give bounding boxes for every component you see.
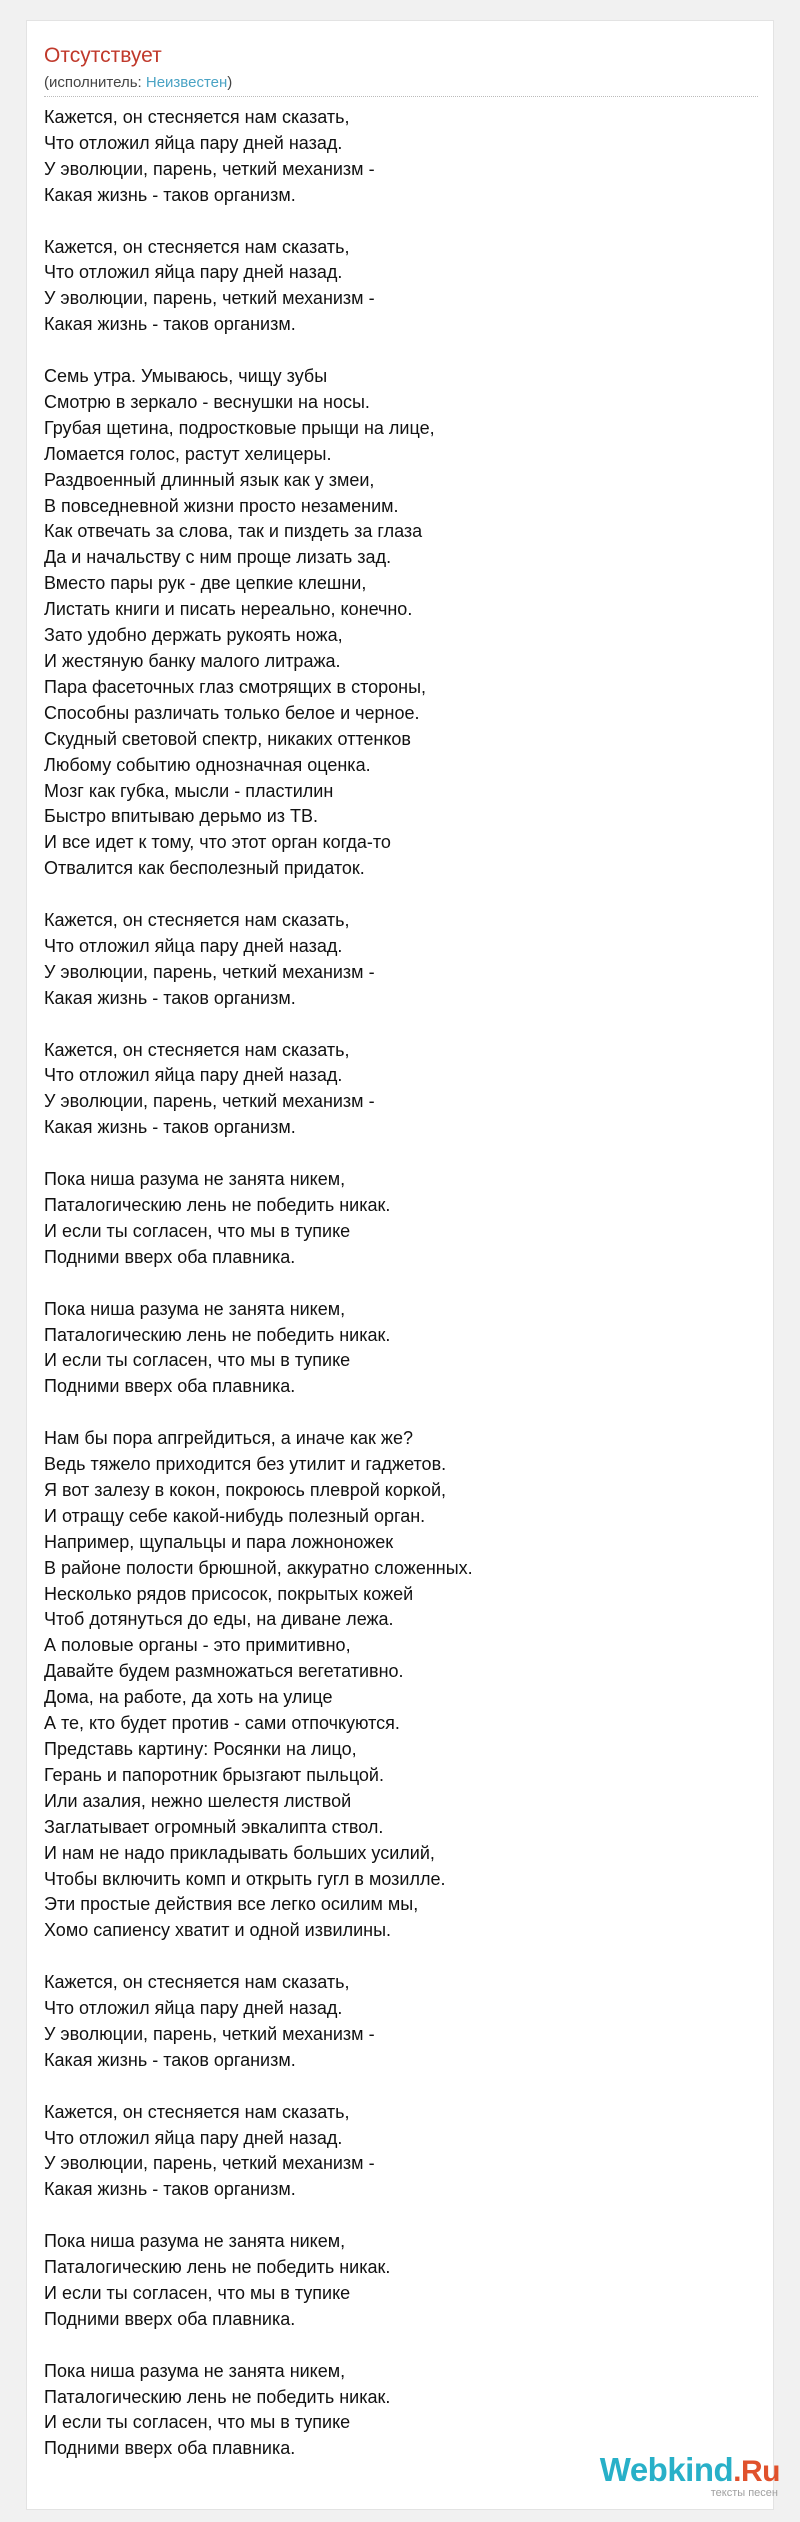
lyric-line: Способны различать только белое и черное. [44,702,420,723]
lyric-line: Нам бы пора апгрейдиться, а иначе как же? [44,1428,413,1449]
lyric-line: Что отложил яйца пару дней назад. [44,132,343,153]
lyric-line: Подними вверх оба плавника. [44,2438,296,2459]
lyric-line: Например, щупальцы и пара ложноножек [44,1531,394,1552]
lyric-line: Давайте будем размножаться вегетативно. [44,1661,404,1682]
lyric-line: Любому событию однозначная оценка. [44,754,371,775]
lyric-line: Подними вверх оба плавника. [44,2308,296,2329]
lyric-line: И отращу себе какой-нибудь полезный орган. [44,1505,426,1526]
lyric-line: Семь утра. Умываюсь, чищу зубы [44,366,328,387]
lyrics-body [44,105,744,2462]
song-title: Отсутствует [44,44,162,67]
lyric-line: Грубая щетина, подростковые прыщи на лице, [44,417,435,438]
lyrics-stanza [44,1970,744,2074]
lyric-line: Герань и папоротник брызгают пыльцой. [44,1764,384,1785]
lyrics-card [26,20,774,2510]
lyrics-stanza [44,1426,744,1944]
lyrics-stanza [44,2229,744,2333]
lyric-line: Кажется, он стесняется нам сказать, [44,1039,350,1060]
lyric-line: Раздвоенный длинный язык как у змеи, [44,469,375,490]
lyric-line: А половые органы - это примитивно, [44,1635,351,1656]
artist-link[interactable]: Неизвестен [145,74,228,91]
lyric-line: Кажется, он стесняется нам сказать, [44,910,350,931]
lyric-line: Пока ниша разума не занята никем, [44,1169,346,1190]
lyric-line: Смотрю в зеркало - веснушки на носы. [44,391,370,412]
lyric-line: И нам не надо прикладывать больших усилий, [44,1842,435,1863]
lyric-line: Что отложил яйца пару дней назад. [44,1065,343,1086]
lyric-line: Какая жизнь - таков организм. [44,184,296,205]
artist-suffix: ) [227,74,233,91]
lyric-line: Пока ниша разума не занята никем, [44,2360,346,2381]
lyric-line: Быстро впитываю дерьмо из ТВ. [44,806,319,827]
lyric-line: А те, кто будет против - сами отпочкуются. [44,1713,400,1734]
lyric-line: Ведь тяжело приходится без утилит и гаджетов. [44,1454,447,1475]
lyrics-stanza [44,1297,744,1401]
lyric-line: Что отложил яйца пару дней назад. [44,262,343,283]
lyric-line: Скудный световой спектр, никаких оттенков [44,728,411,749]
lyric-line: Кажется, он стесняется нам сказать, [44,236,350,257]
lyric-line: Пока ниша разума не занята никем, [44,2231,346,2252]
lyrics-stanza [44,2359,744,2463]
lyric-line: Какая жизнь - таков организм. [44,2179,296,2200]
lyric-line: Несколько рядов присосок, покрытых кожей [44,1583,414,1604]
lyric-line: И если ты согласен, что мы в тупике [44,1350,351,1371]
lyric-line: Отвалится как бесполезный придаток. [44,858,365,879]
watermark-logo [600,2452,780,2490]
site-watermark [600,2452,780,2499]
lyric-line: Пара фасеточных глаз смотрящих в стороны, [44,676,427,697]
lyric-line: Как отвечать за слова, так и пиздеть за глаза [44,521,423,542]
lyric-line: Что отложил яйца пару дней назад. [44,935,343,956]
lyric-line: Паталогическию лень не победить никак. [44,1324,391,1345]
lyric-line: И если ты согласен, что мы в тупике [44,2412,351,2433]
lyric-line: Кажется, он стесняется нам сказать, [44,2101,350,2122]
lyric-line: Кажется, он стесняется нам сказать, [44,107,350,127]
lyric-line: Какая жизнь - таков организм. [44,2049,296,2070]
lyric-line: У эволюции, парень, четкий механизм - [44,2023,375,2044]
lyric-line: Какая жизнь - таков организм. [44,314,296,335]
lyrics-stanza [44,2100,744,2204]
lyric-line: Мозг как губка, мысли - пластилин [44,780,334,801]
watermark-tld: .Ru [733,2455,780,2488]
watermark-tagline: тексты песен [710,2487,778,2499]
lyric-line: Дома, на работе, да хоть на улице [44,1687,333,1708]
lyric-line: Или азалия, нежно шелестя листвой [44,1790,352,1811]
lyric-line: В районе полости брюшной, аккуратно сложенных. [44,1557,473,1578]
lyric-line: Заглатывает огромный эвкалипта ствол. [44,1816,384,1837]
lyric-line: Что отложил яйца пару дней назад. [44,2127,343,2148]
lyric-line: И если ты согласен, что мы в тупике [44,2282,351,2303]
lyric-line: Паталогическию лень не победить никак. [44,2386,391,2407]
lyric-line: У эволюции, парень, четкий механизм - [44,158,375,179]
lyrics-stanza [44,1038,744,1142]
lyric-line: Какая жизнь - таков организм. [44,1117,296,1138]
lyric-line: Эти простые действия все легко осилим мы, [44,1894,419,1915]
artist-line [44,73,232,93]
lyric-line: Листать книги и писать нереально, конечно. [44,599,413,620]
lyric-line: У эволюции, парень, четкий механизм - [44,2153,375,2174]
lyric-line: Я вот залезу в кокон, покроюсь плеврой коркой, [44,1479,447,1500]
title-separator [44,96,758,97]
lyric-line: Какая жизнь - таков организм. [44,987,296,1008]
lyric-line: Хомо сапиенсу хватит и одной извилины. [44,1920,392,1941]
lyric-line: Чтоб дотянуться до еды, на диване лежа. [44,1609,394,1630]
lyric-line: Ломается голос, растут хелицеры. [44,443,332,464]
lyrics-stanza [44,908,744,1012]
lyrics-stanza [44,235,744,339]
lyric-line: У эволюции, парень, четкий механизм - [44,961,375,982]
lyric-line: Паталогическию лень не победить никак. [44,2257,391,2278]
lyric-line: Кажется, он стесняется нам сказать, [44,1972,350,1993]
lyrics-stanza [44,1167,744,1271]
lyric-line: Да и начальству с ним проще лизать зад. [44,547,392,568]
lyric-line: Вместо пары рук - две цепкие клешни, [44,573,367,594]
lyric-line: Представь картину: Росянки на лицо, [44,1738,357,1759]
lyric-line: Подними вверх оба плавника. [44,1246,296,1267]
lyric-line: И жестяную банку малого литража. [44,651,341,671]
lyric-line: Подними вверх оба плавника. [44,1376,296,1397]
lyric-line: И если ты согласен, что мы в тупике [44,1220,351,1241]
lyric-line: Пока ниша разума не занята никем, [44,1298,346,1319]
lyric-line: Чтобы включить комп и открыть гугл в мозилле. [44,1868,446,1889]
lyric-line: И все идет к тому, что этот орган когда-то [44,832,391,853]
lyric-line: Паталогическию лень не победить никак. [44,1194,391,1215]
artist-prefix: (исполнитель: [44,74,146,91]
lyric-line: У эволюции, парень, четкий механизм - [44,288,375,309]
lyrics-stanza [44,364,744,882]
lyric-line: Что отложил яйца пару дней назад. [44,1998,343,2019]
lyric-line: В повседневной жизни просто незаменим. [44,495,399,516]
watermark-brand: Webkind [599,2451,734,2488]
lyric-line: У эволюции, парень, четкий механизм - [44,1091,375,1112]
lyric-line: Зато удобно держать рукоять ножа, [44,625,343,646]
lyrics-stanza [44,105,744,209]
